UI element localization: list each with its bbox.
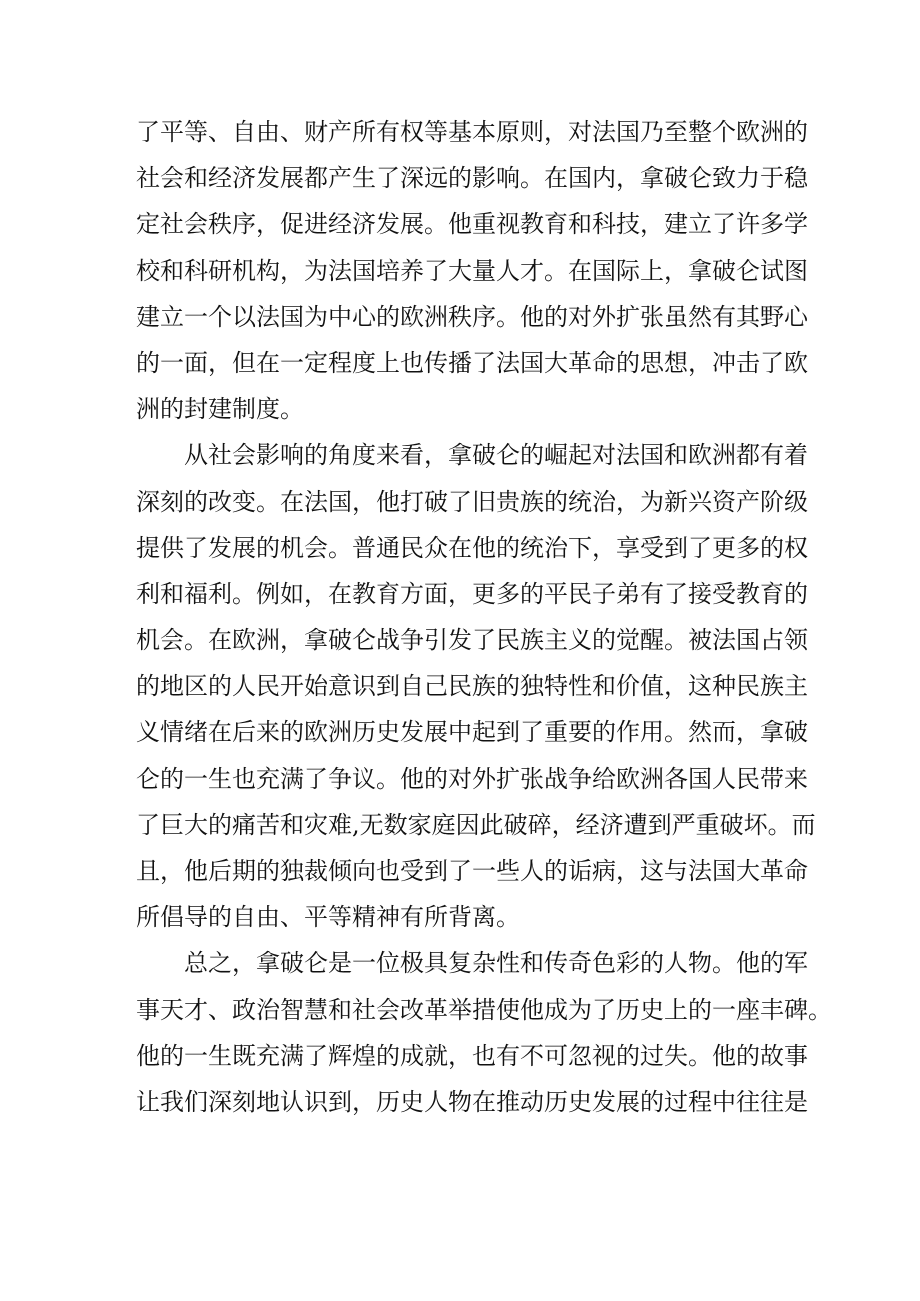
text-line: 的地区的人民开始意识到自己民族的独特性和价值，这种民族主: [136, 672, 808, 701]
text-line: 他的一生既充满了辉煌的成就，也有不可忽视的过失。他的故事: [136, 1041, 808, 1070]
text-line: 定社会秩序，促进经济发展。他重视教育和科技，建立了许多学: [136, 210, 808, 239]
text-line: 利和福利。例如，在教育方面，更多的平民子弟有了接受教育的: [136, 579, 808, 608]
text-line: 社会和经济发展都产生了深远的影响。在国内，拿破仑致力于稳: [136, 164, 808, 193]
text-line: 的一面，但在一定程度上也传播了法国大革命的思想，冲击了欧: [136, 348, 808, 377]
text-line: 洲的封建制度。: [136, 395, 304, 424]
text-line: 从社会影响的角度来看，拿破仑的崛起对法国和欧洲都有着: [184, 441, 808, 470]
text-line: 深刻的改变。在法国，他打破了旧贵族的统治，为新兴资产阶级: [136, 487, 808, 516]
text-line: 提供了发展的机会。普通民众在他的统治下，享受到了更多的权: [136, 533, 808, 562]
text-line: 且，他后期的独裁倾向也受到了一些人的诟病，这与法国大革命: [136, 857, 808, 885]
body-text: [136, 109, 832, 1125]
text-line: 让我们深刻地认识到，历史人物在推动历史发展的过程中往往是: [136, 1087, 808, 1116]
text-line: 校和科研机构，为法国培养了大量人才。在国际上，拿破仑试图: [136, 256, 808, 285]
text-line: 建立一个以法国为中心的欧洲秩序。他的对外扩张虽然有其野心: [136, 302, 808, 331]
text-line: 所倡导的自由、平等精神有所背离。: [136, 903, 520, 932]
text-line: 义情绪在后来的欧洲历史发展中起到了重要的作用。然而，拿破: [136, 718, 808, 747]
text-line: 了巨大的痛苦和灾难,无数家庭因此破碎，经济遭到严重破坏。而: [136, 810, 816, 839]
text-line: 仑的一生也充满了争议。他的对外扩张战争给欧洲各国人民带来: [136, 764, 808, 793]
text-line: 了平等、自由、财产所有权等基本原则，对法国乃至整个欧洲的: [136, 118, 808, 146]
text-line: 事天才、政治智慧和社会改革举措使他成为了历史上的一座丰碑。: [136, 995, 832, 1024]
text-line: 总之，拿破仑是一位极具复杂性和传奇色彩的人物。他的军: [184, 949, 808, 978]
text-line: 机会。在欧洲，拿破仑战争引发了民族主义的觉醒。被法国占领: [136, 626, 808, 655]
